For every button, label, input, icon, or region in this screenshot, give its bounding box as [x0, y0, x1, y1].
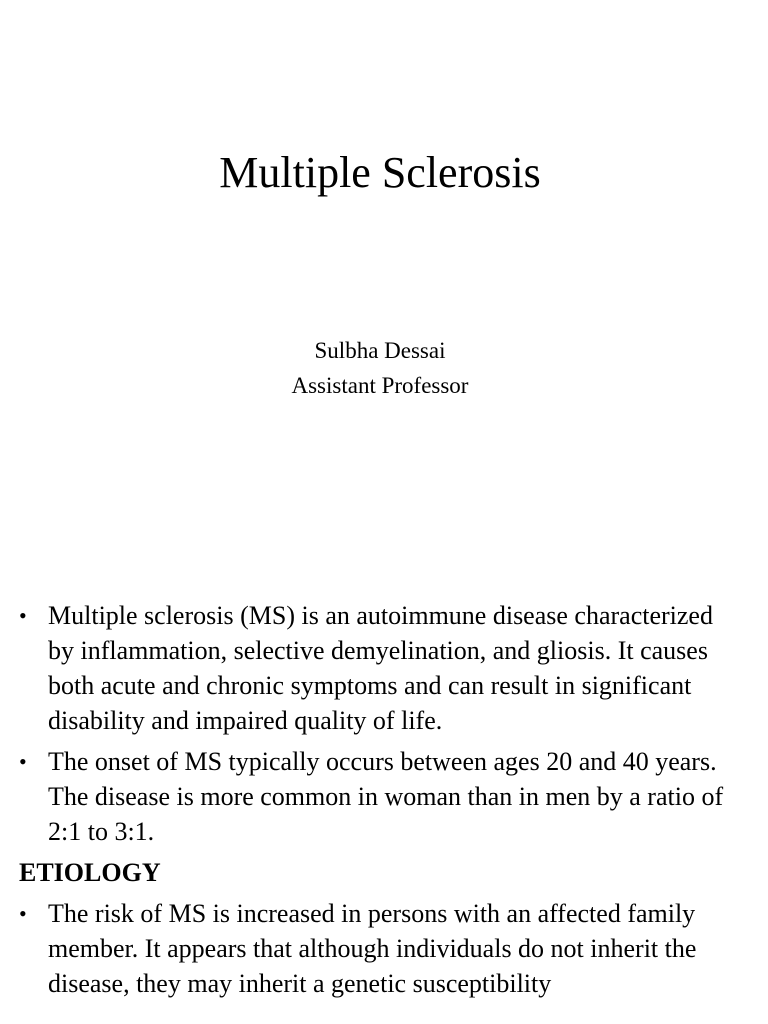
- bullet-item: [0, 896, 768, 1001]
- author-role: Assistant Professor: [291, 373, 469, 398]
- bullet-icon: •: [19, 901, 27, 926]
- bullet-item: [0, 598, 768, 738]
- author-name: Sulbha Dessai: [314, 338, 446, 363]
- author-block: [0, 333, 760, 403]
- bullet-text: Multiple sclerosis (MS) is an autoimmune disease characterized by inflammation, selective demyelination, and gliosis. It causes both acute and chronic symptoms and can result in significant disability and impaired quality of life.: [48, 601, 713, 735]
- content-slide: [0, 598, 768, 1024]
- bullet-text: The onset of MS typically occurs between ages 20 and 40 years. The disease is more common in woman than in men by a ratio of 2:1 to 3:1.: [48, 747, 724, 846]
- bullet-text: The risk of MS is increased in persons with an affected family member. It appears that although individuals do not inherit the disease, they may inherit a genetic susceptibility: [48, 899, 697, 998]
- section-heading: ETIOLOGY: [19, 858, 161, 887]
- bullet-icon: •: [19, 749, 27, 774]
- bullet-item: [0, 744, 768, 849]
- slide-title: Multiple Sclerosis: [219, 148, 541, 197]
- bullet-icon: •: [19, 603, 27, 628]
